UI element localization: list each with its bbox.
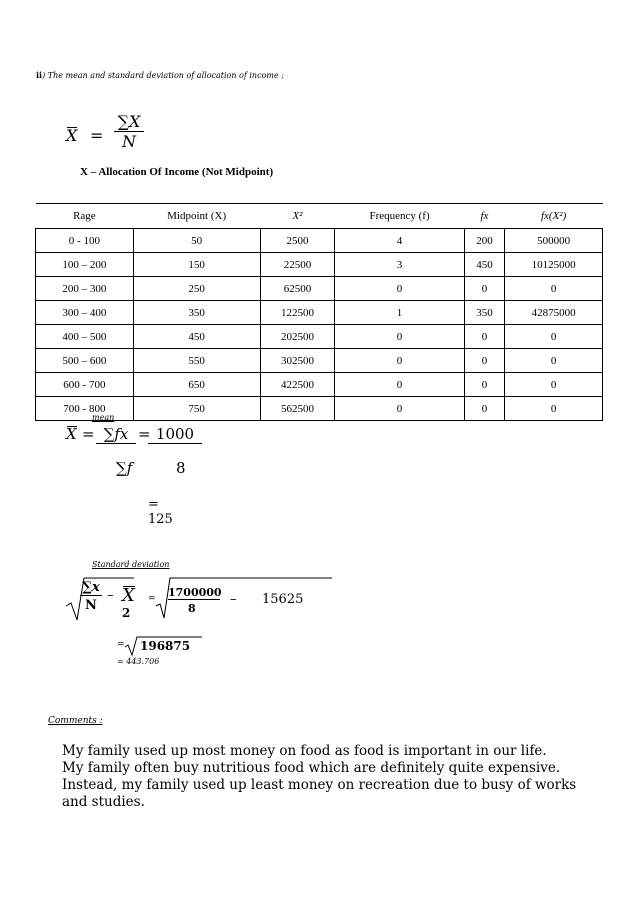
sd-equals: = (148, 594, 156, 604)
section-heading (36, 70, 284, 80)
table-caption: X – Allocation Of Income (Not Midpoint) (80, 166, 274, 178)
cell-range: 200 – 300 (36, 277, 134, 301)
cell-x-squared: 62500 (260, 277, 335, 301)
cell-midpoint: 650 (133, 373, 260, 397)
comment-line: My family used up most money on food as food is important in our life. (62, 743, 547, 759)
header-fx: fx (464, 204, 505, 229)
sd-sum-x: ∑x (80, 580, 102, 596)
cell-fx-x-squared: 0 (505, 397, 603, 421)
xbar-symbol: X (66, 126, 78, 145)
sd-xbar: X (122, 585, 135, 606)
cell-x-squared: 422500 (260, 373, 335, 397)
cell-midpoint: 350 (133, 301, 260, 325)
cell-fx: 450 (464, 253, 505, 277)
comments-text (62, 743, 622, 811)
mean-label: mean (92, 413, 115, 422)
comment-line: My family often buy nutritious food which are definitely quite expensive. (62, 760, 561, 776)
cell-frequency: 4 (335, 229, 464, 253)
cell-range: 0 - 100 (36, 229, 134, 253)
cell-x-squared: 22500 (260, 253, 335, 277)
sd-step2-value: 196875 (140, 639, 191, 653)
cell-midpoint: 750 (133, 397, 260, 421)
cell-fx: 200 (464, 229, 505, 253)
cell-fx-x-squared: 42875000 (505, 301, 603, 325)
cell-x-squared: 562500 (260, 397, 335, 421)
formula-numerator: ∑X (114, 112, 144, 132)
mean-xbar: X (66, 425, 77, 443)
mean-equals-2: = (138, 425, 151, 443)
sd-denominator: 8 (188, 602, 196, 615)
equals-sign: = (90, 126, 104, 145)
header-fx-x-squared: fx(X²) (505, 204, 603, 229)
table-header-row (36, 204, 603, 229)
cell-x-squared: 122500 (260, 301, 335, 325)
mean-denominator: ∑f (116, 459, 133, 477)
sd-minus: – (107, 588, 114, 603)
table-row (36, 349, 603, 373)
cell-fx-x-squared: 0 (505, 277, 603, 301)
cell-frequency: 1 (335, 301, 464, 325)
table-row (36, 277, 603, 301)
mean-numerator: ∑fx (96, 425, 136, 444)
header-range: Rage (36, 204, 134, 229)
mean-result: = 125 (148, 497, 173, 527)
cell-range: 100 – 200 (36, 253, 134, 277)
cell-range: 300 – 400 (36, 301, 134, 325)
cell-frequency: 0 (335, 373, 464, 397)
comments-label: Comments : (48, 716, 103, 726)
cell-fx-x-squared: 0 (505, 325, 603, 349)
cell-fx: 0 (464, 373, 505, 397)
header-midpoint: Midpoint (X) (133, 204, 260, 229)
cell-fx: 0 (464, 277, 505, 301)
table-row (36, 373, 603, 397)
mean-equals: = (82, 425, 95, 443)
cell-frequency: 0 (335, 349, 464, 373)
frequency-table (35, 203, 603, 421)
cell-fx-x-squared: 0 (505, 349, 603, 373)
cell-midpoint: 150 (133, 253, 260, 277)
table-row (36, 229, 603, 253)
cell-fx: 0 (464, 397, 505, 421)
cell-fx-x-squared: 0 (505, 373, 603, 397)
cell-frequency: 0 (335, 325, 464, 349)
cell-fx-x-squared: 500000 (505, 229, 603, 253)
header-frequency: Frequency (f) (335, 204, 464, 229)
table-row (36, 301, 603, 325)
cell-fx: 350 (464, 301, 505, 325)
sd-constant: 15625 (262, 592, 304, 607)
cell-midpoint: 450 (133, 325, 260, 349)
cell-range: 600 - 700 (36, 373, 134, 397)
sd-square: 2 (122, 606, 131, 620)
cell-range: 700 - 800 (36, 397, 134, 421)
table-row (36, 253, 603, 277)
header-x-squared: X² (260, 204, 335, 229)
cell-midpoint: 550 (133, 349, 260, 373)
mean-value-numerator: 1000 (148, 425, 202, 444)
comment-line: and studies. (62, 794, 145, 810)
cell-frequency: 3 (335, 253, 464, 277)
section-title: ) The mean and standard deviation of allocation of income : (42, 71, 284, 80)
cell-fx-x-squared: 10125000 (505, 253, 603, 277)
formula-denominator: N (122, 132, 136, 151)
cell-x-squared: 2500 (260, 229, 335, 253)
sd-result: = 443.706 (117, 657, 160, 666)
cell-frequency: 0 (335, 397, 464, 421)
table-row (36, 397, 603, 421)
cell-x-squared: 302500 (260, 349, 335, 373)
cell-fx: 0 (464, 349, 505, 373)
cell-range: 500 – 600 (36, 349, 134, 373)
comment-line: Instead, my family used up least money on recreation due to busy of works (62, 777, 577, 793)
sd-n: N (85, 598, 97, 613)
mean-value-denominator: 8 (176, 459, 186, 477)
sd-step2-equals: = (117, 640, 125, 650)
sd-minus-2: – (230, 592, 237, 607)
cell-midpoint: 250 (133, 277, 260, 301)
section-number: ii (36, 70, 43, 80)
cell-range: 400 – 500 (36, 325, 134, 349)
cell-fx: 0 (464, 325, 505, 349)
cell-midpoint: 50 (133, 229, 260, 253)
sd-label: Standard deviation (92, 560, 170, 569)
cell-x-squared: 202500 (260, 325, 335, 349)
cell-frequency: 0 (335, 277, 464, 301)
sd-numerator: 1700000 (168, 586, 222, 599)
table-row (36, 325, 603, 349)
